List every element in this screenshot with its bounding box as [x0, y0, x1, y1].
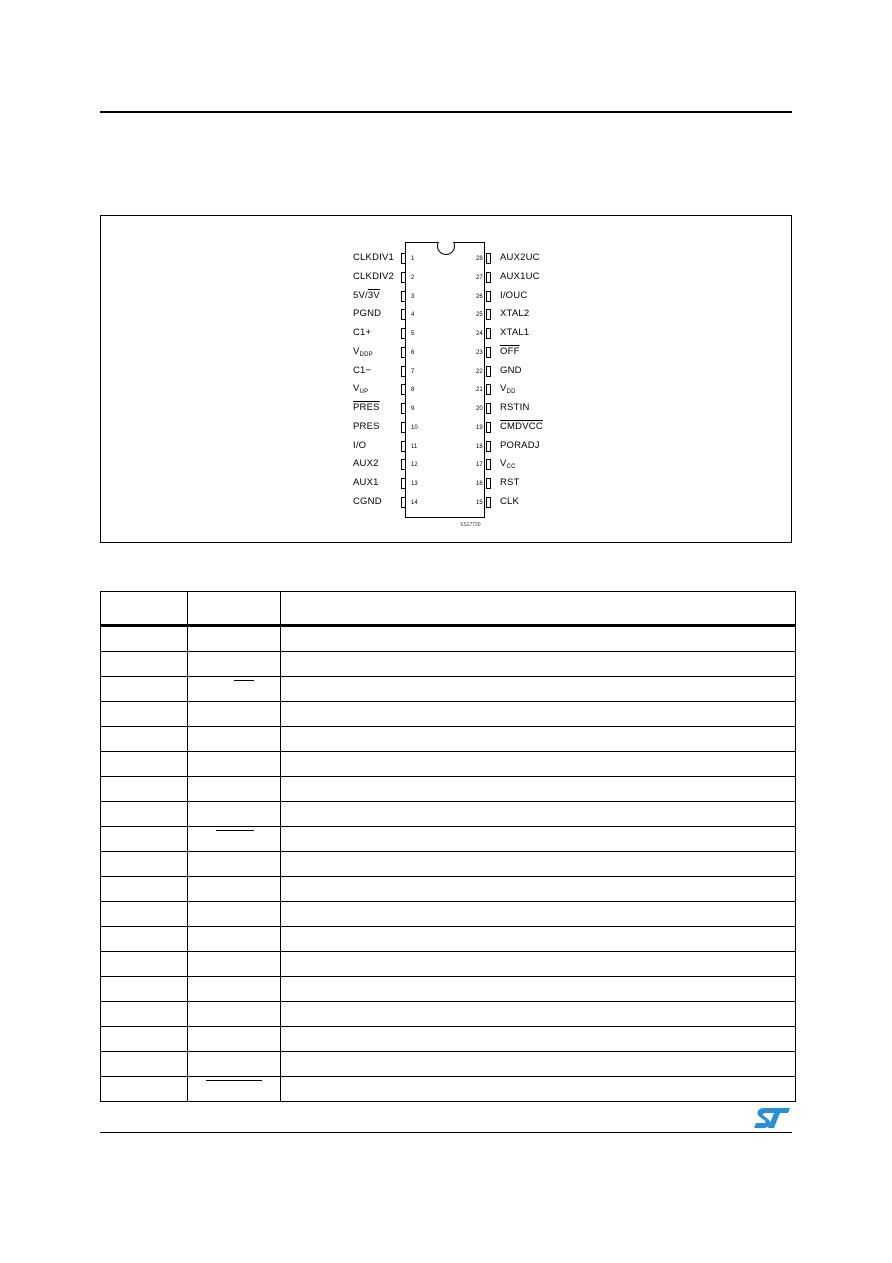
cell-name [188, 827, 281, 852]
table-row [101, 677, 796, 702]
pin-number-3: 3 [411, 293, 415, 300]
pin-name-23: $\overline{OFF}$ [500, 345, 520, 357]
cell-name [188, 727, 281, 752]
pin-number-13: 13 [411, 481, 418, 487]
pin-number-26: 26 [476, 293, 483, 300]
table-row [101, 1002, 796, 1027]
pin-number-20: 20 [476, 406, 483, 412]
pin-name-1: CLKDIV1 [353, 252, 395, 263]
cell-pin [101, 727, 188, 752]
pin-stub-11 [401, 441, 406, 452]
pin-number-21: 21 [476, 387, 483, 394]
pin-stub-17 [486, 459, 491, 470]
pin-number-25: 25 [476, 312, 483, 319]
pin-number-8: 8 [411, 387, 415, 394]
pin-number-11: 11 [411, 443, 418, 450]
cell-pin [101, 852, 188, 877]
cell-desc [281, 827, 796, 852]
pin-number-7: 7 [411, 368, 415, 375]
table-row [101, 702, 796, 727]
cell-name [188, 626, 281, 652]
pin-name-11: I/O [353, 439, 367, 451]
cell-pin [101, 827, 188, 852]
pin-name-24: XTAL1 [500, 327, 530, 338]
cell-pin [101, 752, 188, 777]
pin-name-6: $V_{DDP}$ [353, 345, 373, 358]
pin-name-15: CLK [500, 495, 520, 507]
pin-number-24: 24 [476, 331, 483, 337]
pin-name-14: CGND [353, 495, 382, 507]
cell-desc [281, 952, 796, 977]
pin-stub-3 [401, 291, 406, 302]
header-cell-pin [101, 592, 188, 626]
pin-name-2: CLKDIV2 [353, 270, 395, 282]
pin-number-18: 18 [476, 443, 483, 450]
pin-name-13: AUX1 [353, 477, 379, 488]
cell-name [188, 977, 281, 1002]
cell-desc [281, 777, 796, 802]
pin-stub-16 [486, 478, 491, 489]
cell-desc [281, 1077, 796, 1102]
cell-pin [101, 777, 188, 802]
cell-pin [101, 702, 188, 727]
pin-name-7: C1− [353, 364, 372, 376]
overline-mark [206, 1080, 261, 1081]
pin-stub-7 [401, 366, 406, 377]
pin-stub-19 [486, 422, 491, 433]
pin-stub-23 [486, 347, 491, 358]
pin-number-2: 2 [411, 274, 415, 281]
cell-desc [281, 852, 796, 877]
pin-name-26: I/OUC [500, 289, 528, 301]
cell-pin [101, 1027, 188, 1052]
pin-stub-2 [401, 272, 406, 283]
cell-desc [281, 677, 796, 702]
cell-name [188, 1077, 281, 1102]
cell-desc [281, 1002, 796, 1027]
cell-name [188, 677, 281, 702]
pin-number-16: 16 [476, 481, 483, 487]
cell-desc [281, 652, 796, 677]
pin-name-20: RSTIN [500, 402, 530, 413]
cell-pin [101, 626, 188, 652]
pin-stub-18 [486, 441, 491, 452]
table-row [101, 727, 796, 752]
pin-stub-22 [486, 366, 491, 377]
pin-number-15: 15 [476, 499, 483, 506]
cell-pin [101, 927, 188, 952]
cell-name [188, 927, 281, 952]
pin-stub-28 [486, 253, 491, 264]
cell-desc [281, 752, 796, 777]
cell-desc [281, 877, 796, 902]
cell-name [188, 1002, 281, 1027]
cell-pin [101, 677, 188, 702]
pin-number-19: 19 [476, 424, 483, 431]
pin-name-12: AUX2 [353, 458, 379, 470]
pin-stub-21 [486, 384, 491, 395]
pin-name-3: 5V/3V [353, 289, 380, 301]
cell-name [188, 852, 281, 877]
pin-number-28: 28 [476, 256, 483, 262]
figure-code: SS17720 [460, 522, 481, 528]
pin-stub-25 [486, 309, 491, 320]
pin-name-4: PGND [353, 308, 382, 320]
table-row [101, 977, 796, 1002]
pin-name-19: CMDVCC [500, 420, 543, 432]
pin-stub-15 [486, 497, 491, 508]
cell-pin [101, 902, 188, 927]
cell-name [188, 652, 281, 677]
pin-name-16: RST [500, 477, 520, 488]
pin-number-9: 9 [411, 406, 415, 412]
cell-desc [281, 802, 796, 827]
cell-name [188, 777, 281, 802]
pin-number-5: 5 [411, 331, 415, 337]
pin-name-22: GND [500, 364, 522, 376]
table-row [101, 827, 796, 852]
cell-name [188, 702, 281, 727]
cell-name [188, 802, 281, 827]
cell-name [188, 877, 281, 902]
pin-name-10: PRES [353, 420, 380, 432]
cell-name [188, 1027, 281, 1052]
cell-pin [101, 877, 188, 902]
pin-stub-26 [486, 291, 491, 302]
pin-number-10: 10 [411, 424, 418, 431]
cell-pin [101, 952, 188, 977]
table-row [101, 902, 796, 927]
cell-desc [281, 702, 796, 727]
table-row [101, 1052, 796, 1077]
table-row [101, 626, 796, 652]
pin-stub-12 [401, 459, 406, 470]
table-row [101, 777, 796, 802]
cell-pin [101, 652, 188, 677]
pin-stub-1 [401, 253, 406, 264]
overline-mark [216, 830, 255, 831]
table-row [101, 952, 796, 977]
header-rule [100, 111, 792, 113]
pin-name-25: XTAL2 [500, 308, 530, 320]
cell-pin [101, 1002, 188, 1027]
pin-name-5: C1+ [353, 327, 372, 338]
table-row [101, 752, 796, 777]
cell-name [188, 752, 281, 777]
pin-stub-4 [401, 309, 406, 320]
pin-stub-6 [401, 347, 406, 358]
cell-desc [281, 727, 796, 752]
pin-stub-24 [486, 328, 491, 339]
ic-package-body [405, 242, 485, 518]
pin-name-18: PORADJ [500, 439, 540, 451]
pin-number-23: 23 [476, 349, 483, 356]
pin-stub-9 [401, 403, 406, 414]
header-cell-name [188, 592, 281, 626]
table-row [101, 927, 796, 952]
pin-description-table [100, 591, 796, 1102]
st-logo-s [754, 1108, 790, 1128]
pin-stub-13 [401, 478, 406, 489]
table-header-row [101, 592, 796, 626]
st-logo [752, 1107, 792, 1129]
pin-number-6: 6 [411, 349, 415, 356]
table-body [101, 626, 796, 1102]
cell-desc [281, 977, 796, 1002]
cell-pin [101, 977, 188, 1002]
pin-name-9: PRES [353, 402, 380, 413]
pin-number-1: 1 [411, 256, 415, 262]
pin-name-21: $V_{DD}$ [500, 383, 516, 396]
pin-name-28: AUX2UC [500, 252, 540, 263]
cell-desc [281, 1027, 796, 1052]
header-cell-description [281, 592, 796, 626]
cell-desc [281, 902, 796, 927]
cell-desc [281, 626, 796, 652]
pin-stub-14 [401, 497, 406, 508]
cell-name [188, 1052, 281, 1077]
cell-desc [281, 927, 796, 952]
cell-pin [101, 802, 188, 827]
cell-name [188, 952, 281, 977]
pin-stub-5 [401, 328, 406, 339]
pin-name-17: $V_{CC}$ [500, 458, 516, 471]
overline-mark [234, 680, 254, 681]
pin-number-4: 4 [411, 312, 415, 319]
pin-stub-10 [401, 422, 406, 433]
pin-number-17: 17 [476, 462, 483, 469]
cell-pin [101, 1052, 188, 1077]
pin-number-27: 27 [476, 274, 483, 281]
table-row [101, 652, 796, 677]
table-row [101, 1077, 796, 1102]
table-row [101, 802, 796, 827]
pin-stub-20 [486, 403, 491, 414]
pin-number-12: 12 [411, 462, 418, 469]
table-row [101, 1027, 796, 1052]
cell-desc [281, 1052, 796, 1077]
footer-rule [100, 1132, 792, 1133]
cell-name [188, 902, 281, 927]
pin-stub-8 [401, 384, 406, 395]
pin-name-27: AUX1UC [500, 270, 540, 282]
cell-pin [101, 1077, 188, 1102]
table-row [101, 877, 796, 902]
pin-number-22: 22 [476, 368, 483, 375]
pin-name-8: $V_{UP}$ [353, 383, 369, 396]
pin-stub-27 [486, 272, 491, 283]
pin-number-14: 14 [411, 499, 418, 506]
table-row [101, 852, 796, 877]
